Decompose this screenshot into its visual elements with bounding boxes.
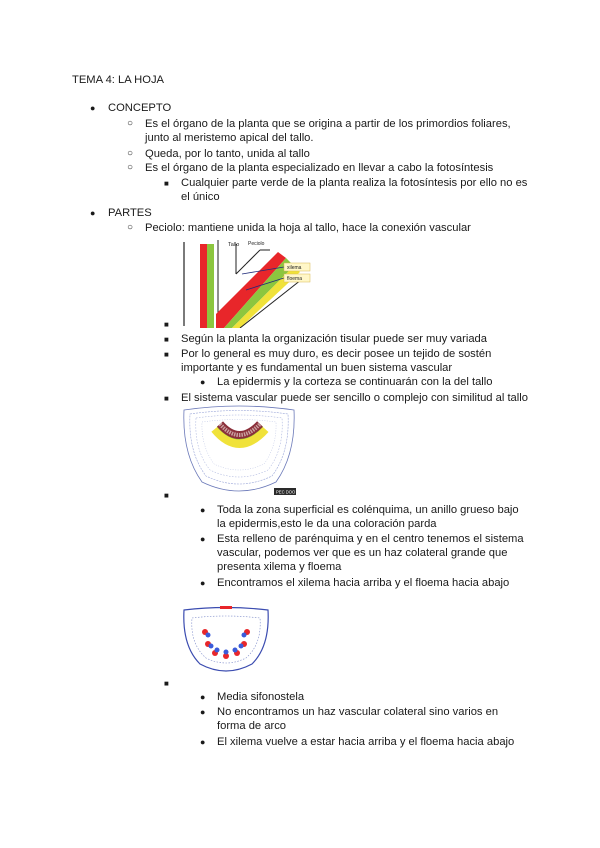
partes-item-2-line-2: importante y es fundamental un buen sistema vascular xyxy=(181,362,453,374)
bullet-square: ■ xyxy=(164,679,169,688)
bullet-square: ■ xyxy=(164,320,169,329)
concepto-item-1-line-1: Es el órgano de la planta que se origina a partir de los primordios foliares, xyxy=(145,118,511,130)
partes-item-1: Según la planta la organización tisular puede ser muy variada xyxy=(181,333,487,345)
bullet-circle: ○ xyxy=(127,162,134,173)
petiole-cross-section-diagram xyxy=(180,404,298,498)
group2-item-3: Encontramos el xilema hacia arriba y el floema hacia abajo xyxy=(217,577,510,589)
heading-partes: PARTES xyxy=(108,207,152,219)
siphonostele-diagram xyxy=(180,604,272,678)
group2-item-2-line-2: vascular, podemos ver que es un haz colateral grande que xyxy=(217,547,508,559)
bullet-square: ■ xyxy=(164,335,169,344)
stem-phloem-band xyxy=(200,244,207,328)
partes-item-2-line-1: Por lo general es muy duro, es decir posee un tejido de sostén xyxy=(181,348,492,360)
label-peciolo: Peciolo xyxy=(248,241,265,247)
concepto-sub-line-1: Cualquier parte verde de la planta realiza la fotosíntesis por ello no es xyxy=(181,177,528,189)
concepto-item-3: Es el órgano de la planta especializado en llevar a cabo la fotosíntesis xyxy=(145,162,494,174)
group3-item-3: El xilema vuelve a estar hacia arriba y el floema hacia abajo xyxy=(217,736,515,748)
concepto-item-2: Queda, por lo tanto, unida al tallo xyxy=(145,148,310,160)
concepto-item-1-line-2: junto al meristemo apical del tallo. xyxy=(145,132,314,144)
bullet-square: ■ xyxy=(164,179,169,188)
label-tallo: Tallo xyxy=(228,242,240,248)
group3-item-2-line-2: forma de arco xyxy=(217,720,287,732)
bullet-circle: ○ xyxy=(127,118,134,129)
petiole-diagram xyxy=(180,236,315,328)
stem-xylem-band xyxy=(207,244,214,328)
figure-label: PEC DOO xyxy=(276,489,296,495)
group2-item-2-line-3: presenta xilema y floema xyxy=(217,561,342,573)
bullet-disc: ● xyxy=(90,208,96,218)
bullet-disc: ● xyxy=(200,505,206,515)
bullet-square: ■ xyxy=(164,394,169,403)
bullet-disc: ● xyxy=(200,737,206,747)
petiole-xylem-band xyxy=(224,258,294,328)
heading-concepto: CONCEPTO xyxy=(108,102,172,114)
bullet-circle: ○ xyxy=(127,222,134,233)
concepto-sub-line-2: el único xyxy=(181,191,220,203)
group2-item-2-line-1: Esta relleno de parénquima y en el centro tenemos el sistema xyxy=(217,533,524,545)
group2-item-1-line-2: la epidermis,esto le da una coloración parda xyxy=(217,518,437,530)
group3-item-2-line-1: No encontramos un haz vascular colateral sino varios en xyxy=(217,706,499,718)
bullet-disc: ● xyxy=(200,578,206,588)
bullet-square: ■ xyxy=(164,350,169,359)
label-xilema: xilema xyxy=(287,265,302,271)
group2-item-1-line-1: Toda la zona superficial es colénquima, un anillo grueso bajo xyxy=(217,504,519,516)
partes-item-epidermis: La epidermis y la corteza se continuarán con la del tallo xyxy=(217,376,493,388)
bullet-disc: ● xyxy=(200,534,206,544)
group3-item-1: Media sifonostela xyxy=(217,691,305,703)
bullet-disc: ● xyxy=(90,103,96,113)
bullet-disc: ● xyxy=(200,707,206,717)
bullet-disc: ● xyxy=(200,377,206,387)
bullet-disc: ● xyxy=(200,692,206,702)
page-title: TEMA 4: LA HOJA xyxy=(72,74,165,86)
peciolo-text: Peciolo: mantiene unida la hoja al tallo, hace la conexión vascular xyxy=(145,222,471,234)
bullet-circle: ○ xyxy=(127,148,134,159)
bullet-square: ■ xyxy=(164,491,169,500)
partes-item-vascular: El sistema vascular puede ser sencillo o complejo con similitud al tallo xyxy=(181,392,528,404)
label-floema: floema xyxy=(287,276,303,282)
